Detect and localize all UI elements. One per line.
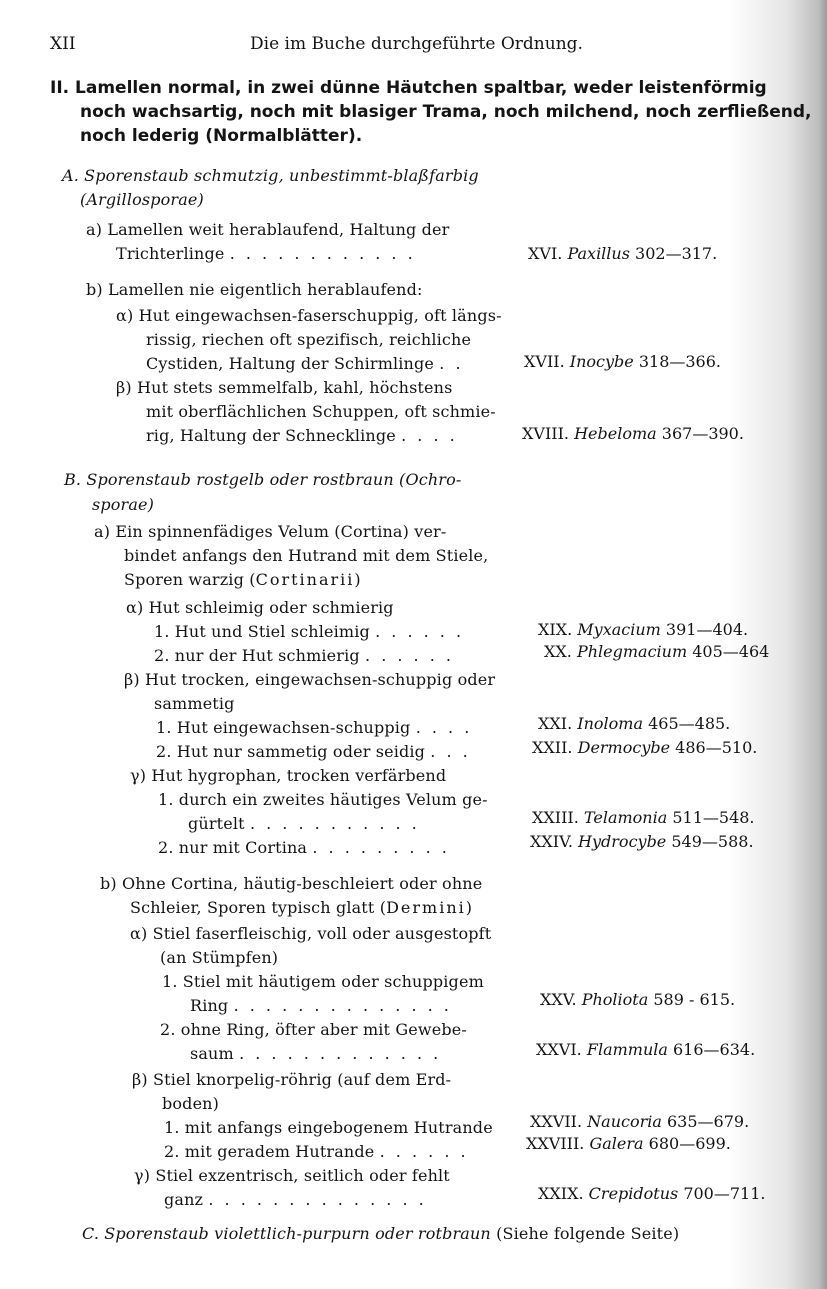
key-line: 1. Stiel mit häutigem oder schuppigem bbox=[162, 972, 484, 991]
key-line: rissig, riechen oft spezifisch, reichliche bbox=[146, 330, 472, 349]
key-line: α) Stiel faserfleischig, voll oder ausgestopft bbox=[130, 924, 492, 943]
key-line: 1. mit anfangs eingebogenem Hutrande bbox=[164, 1118, 493, 1137]
key-line: 2. Hut nur sammetig oder seidig . . . bbox=[156, 742, 471, 761]
key-line: 1. durch ein zweites häutiges Velum ge- bbox=[158, 790, 488, 809]
genus-reference: XXVIII. Galera 680—699. bbox=[526, 1134, 731, 1153]
key-line: 2. nur mit Cortina . . . . . . . . . bbox=[158, 838, 450, 857]
key-line: γ) Stiel exzentrisch, seitlich oder fehlt bbox=[134, 1166, 450, 1185]
key-line: 2. mit geradem Hutrande . . . . . . bbox=[164, 1142, 469, 1161]
key-line: β) Stiel knorpelig-röhrig (auf dem Erd- bbox=[132, 1070, 452, 1089]
key-line: a) Lamellen weit herablaufend, Haltung der bbox=[86, 220, 450, 239]
group-b-subtitle: sporae) bbox=[92, 495, 155, 514]
key-line: b) Lamellen nie eigentlich herablaufend: bbox=[86, 280, 423, 299]
section-heading bbox=[50, 76, 812, 148]
genus-reference: XIX. Myxacium 391—404. bbox=[538, 620, 749, 639]
key-line: sammetig bbox=[154, 694, 235, 713]
key-line: a) Ein spinnenfädiges Velum (Cortina) ver- bbox=[94, 522, 447, 541]
genus-reference: XXIX. Crepidotus 700—711. bbox=[538, 1184, 766, 1203]
key-line: saum . . . . . . . . . . . . . bbox=[190, 1044, 442, 1063]
key-line: γ) Hut hygrophan, trocken verfärbend bbox=[130, 766, 447, 785]
key-line: Sporen warzig (Cortinarii) bbox=[124, 570, 361, 589]
genus-reference: XVI. Paxillus 302—317. bbox=[528, 244, 718, 263]
group-a-title: A. Sporenstaub schmutzig, unbestimmt-blaßfarbig bbox=[62, 166, 479, 185]
group-c-title: C. Sporenstaub violettlich-purpurn oder rotbraun (Siehe folgende Seite) bbox=[82, 1224, 680, 1243]
key-line: Cystiden, Haltung der Schirmlinge . . bbox=[146, 354, 464, 373]
genus-reference: XXIV. Hydrocybe 549—588. bbox=[530, 832, 754, 851]
group-a-subtitle: (Argillosporae) bbox=[80, 190, 204, 209]
genus-reference: XXI. Inoloma 465—485. bbox=[538, 714, 731, 733]
key-line: ganz . . . . . . . . . . . . . . bbox=[164, 1190, 427, 1209]
key-line: Ring . . . . . . . . . . . . . . bbox=[190, 996, 452, 1015]
key-line: 2. nur der Hut schmierig . . . . . . bbox=[154, 646, 454, 665]
key-line: β) Hut trocken, eingewachsen-schuppig oder bbox=[124, 670, 496, 689]
key-line: mit oberflächlichen Schuppen, oft schmie- bbox=[146, 402, 496, 421]
group-b-title: B. Sporenstaub rostgelb oder rostbraun (Ochro- bbox=[64, 470, 462, 489]
page-header bbox=[50, 34, 750, 58]
key-line: gürtelt . . . . . . . . . . . bbox=[188, 814, 420, 833]
key-line: β) Hut stets semmelfalb, kahl, höchstens bbox=[116, 378, 453, 397]
genus-reference: XXII. Dermocybe 486—510. bbox=[532, 738, 758, 757]
key-line: bindet anfangs den Hutrand mit dem Stiele, bbox=[124, 546, 489, 565]
key-line: (an Stümpfen) bbox=[160, 948, 279, 967]
key-line: boden) bbox=[162, 1094, 220, 1113]
heading-line: noch wachsartig, noch mit blasiger Trama, noch milchend, noch zerfließend, bbox=[80, 102, 812, 122]
key-line: 2. ohne Ring, öfter aber mit Gewebe- bbox=[160, 1020, 467, 1039]
key-line: b) Ohne Cortina, häutig-beschleiert oder ohne bbox=[100, 874, 483, 893]
genus-reference: XVII. Inocybe 318—366. bbox=[524, 352, 721, 371]
key-line: Trichterlinge . . . . . . . . . . . . bbox=[116, 244, 416, 263]
genus-reference: XXV. Pholiota 589 - 615. bbox=[540, 990, 736, 1009]
genus-reference: XXVII. Naucoria 635—679. bbox=[530, 1112, 750, 1131]
key-line: Schleier, Sporen typisch glatt (Dermini) bbox=[130, 898, 473, 917]
key-line: rig, Haltung der Schnecklinge . . . . bbox=[146, 426, 458, 445]
heading-line: noch lederig (Normalblätter). bbox=[80, 126, 363, 146]
running-title: Die im Buche durchgeführte Ordnung. bbox=[250, 34, 583, 54]
genus-reference: XXVI. Flammula 616—634. bbox=[536, 1040, 756, 1059]
key-line: α) Hut eingewachsen-faserschuppig, oft längs- bbox=[116, 306, 502, 325]
genus-reference: XXIII. Telamonia 511—548. bbox=[532, 808, 755, 827]
page-number: XII bbox=[50, 34, 76, 54]
genus-reference: XVIII. Hebeloma 367—390. bbox=[522, 424, 744, 443]
genus-reference: XX. Phlegmacium 405—464 bbox=[544, 642, 770, 661]
key-line: α) Hut schleimig oder schmierig bbox=[126, 598, 394, 617]
heading-line: II. Lamellen normal, in zwei dünne Häutchen spaltbar, weder leistenförmig bbox=[50, 78, 767, 98]
key-line: 1. Hut und Stiel schleimig . . . . . . bbox=[154, 622, 465, 641]
key-line: 1. Hut eingewachsen-schuppig . . . . bbox=[156, 718, 473, 737]
